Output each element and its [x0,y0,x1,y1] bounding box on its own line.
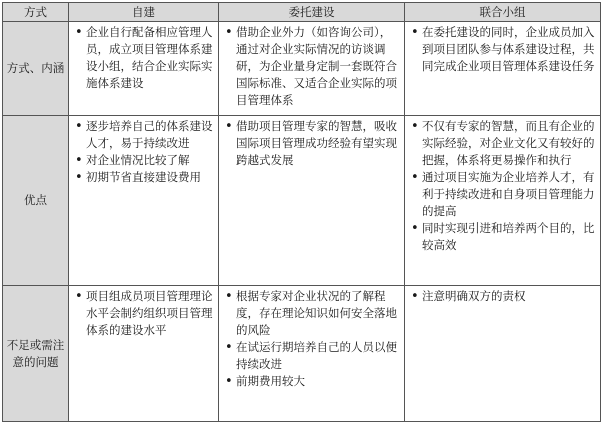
cell-joint-team [405,116,601,286]
header-method: 方式 [3,3,69,22]
cell-self-build [69,116,219,286]
bullet-item: • 通过项目实施为企业培养人才，有利于持续改进和自身项目管理能力的提高 [409,169,596,220]
cell-joint-team [405,286,601,422]
bullet-item: • 不仅有专家的智慧，而且有企业的实际经验，对企业文化又有较好的把握，体系将更易操作和执行 [409,118,596,169]
cell-self-build [69,286,219,422]
header-row [3,3,601,22]
comparison-table [2,2,601,422]
bullet-item: • 在试运行期培养自己的人员以便持续改进 [223,339,400,373]
bullet-item: • 注意明确双方的责权 [409,288,596,305]
row-label: 不足或需注意的问题 [3,286,69,422]
bullet-list [73,118,214,186]
header-self-build: 自建 [69,3,219,22]
row-method-meaning [3,22,601,116]
row-advantages [3,116,601,286]
cell-outsourced [219,286,405,422]
bullet-list [409,288,596,305]
cell-joint-team [405,22,601,116]
bullet-item: • 同时实现引进和培养两个目的，比较高效 [409,220,596,254]
bullet-list [223,118,400,169]
bullet-list [409,24,596,75]
bullet-item: • 初期节省直接建设费用 [73,169,214,186]
row-shortcomings [3,286,601,422]
cell-outsourced [219,116,405,286]
bullet-list [73,288,214,339]
cell-self-build [69,22,219,116]
bullet-list [409,118,596,254]
header-joint-team: 联合小组 [405,3,601,22]
bullet-list [73,24,214,92]
cell-outsourced [219,22,405,116]
comparison-table-image [2,2,600,422]
bullet-item: • 对企业情况比较了解 [73,152,214,169]
bullet-item: • 前期费用较大 [223,373,400,390]
bullet-item: • 根据专家对企业状况的了解程度，存在理论知识如何安全落地的风险 [223,288,400,339]
row-label: 方式、内涵 [3,22,69,116]
bullet-item: • 借助项目管理专家的智慧，吸收国际项目管理成功经验有望实现跨越式发展 [223,118,400,169]
bullet-item: • 逐步培养自己的体系建设人才，易于持续改进 [73,118,214,152]
row-label: 优点 [3,116,69,286]
bullet-item: • 在委托建设的同时，企业成员加入到项目团队参与体系建设过程，共同完成企业项目管理体系建设任务 [409,24,596,75]
bullet-item: • 借助企业外力（如咨询公司），通过对企业实际情况的访谈调研，为企业量身定制一套既符合国际标准、又适合企业实际的项目管理体系 [223,24,400,109]
bullet-item: • 企业自行配备相应管理人员，成立项目管理体系建设小组，结合企业实际实施体系建设 [73,24,214,92]
bullet-list [223,288,400,390]
header-outsourced: 委托建设 [219,3,405,22]
bullet-item: • 项目组成员项目管理理论水平会制约组织项目管理体系的建设水平 [73,288,214,339]
bullet-list [223,24,400,109]
